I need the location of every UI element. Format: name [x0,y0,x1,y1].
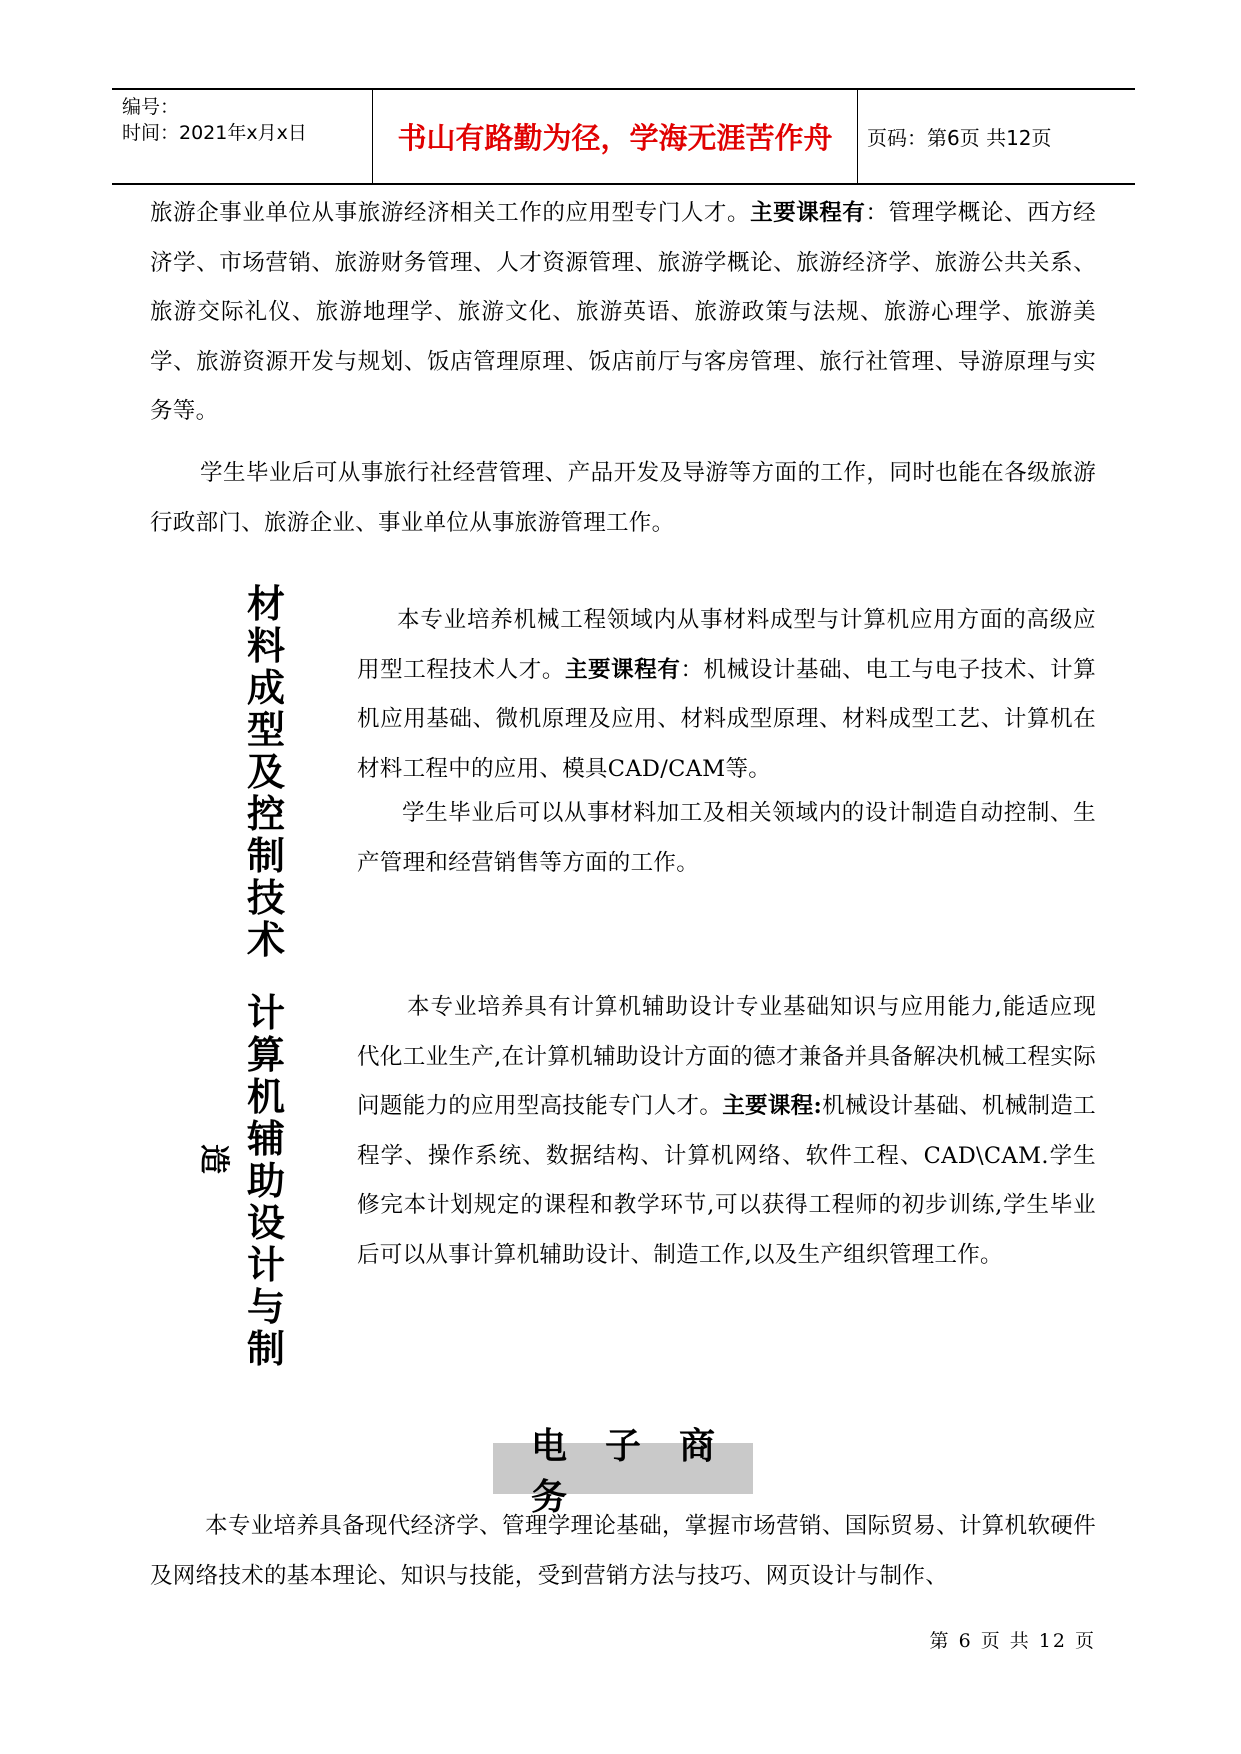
document-time-label: 时间：2021年x月x日 [122,122,307,144]
header-divider [372,90,373,183]
materials-courses-paragraph: 本专业培养机械工程领域内从事材料成型与计算机应用方面的高级应用型工程技术人才。主要课程有：机械设计基础、电工与电子技术、计算机应用基础、微机原理及应用、材料成型原理、材料成型工艺、计算机在材料工程中的应用、模具CAD/CAM等。 [357,607,1096,782]
courses-label: 主要课程有 [750,200,866,226]
ecommerce-heading: 电子商务 [493,1443,753,1494]
cad-paragraph: 本专业培养具有计算机辅助设计专业基础知识与应用能力,能适应现代化工业生产,在计算机辅助设计方面的德才兼备并具备解决机械工程实际问题能力的应用型高技能专门人才。主要课程:机械设计基础、机械制造工程学、操作系统、数据结构、计算机网络、软件工程、CAD\CAM.学生修完本计划规定的课程和教学环节,可以获得工程师的初步训练,学生毕业后可以从事计算机辅助设计、制造工作,以及生产组织管理工作。 [357,994,1096,1268]
header-page-number: 页码：第6页 共12页 [867,126,1052,150]
cad-major-title: 计算机辅助设计与制 [246,991,285,1371]
tourism-courses-paragraph: 旅游企事业单位从事旅游经济相关工作的应用型专门人才。主要课程有：管理学概论、西方经济学、市场营销、旅游财务管理、人才资源管理、旅游学概论、旅游经济学、旅游公共关系、旅游交际礼仪、旅游地理学、旅游文化、旅游英语、旅游政策与法规、旅游心理学、旅游美学、旅游资源开发与规划、饭店管理原理、饭店前厅与客房管理、旅行社管理、导游原理与实务等。 [150,200,1096,424]
ecommerce-paragraph: 本专业培养具备现代经济学、管理学理论基础，掌握市场营销、国际贸易、计算机软硬件及网络技术的基本理论、知识与技能，受到营销方法与技巧、网页设计与制作、 [150,1513,1096,1589]
document-number-label: 编号： [122,96,180,118]
header-divider [857,90,858,183]
courses-label: 主要课程有 [564,656,681,683]
header-meta [122,94,372,146]
tourism-career-paragraph: 学生毕业后可从事旅行社经营管理、产品开发及导游等方面的工作，同时也能在各级旅游行政部门、旅游企业、事业单位从事旅游管理工作。 [150,460,1096,536]
materials-career-paragraph: 学生毕业后可以从事材料加工及相关领域内的设计制造自动控制、生产管理和经营销售等方面的工作。 [357,800,1096,876]
courses-label: 主要课程: [722,1093,823,1119]
materials-major-title: 材料成型及控制技术 [246,582,285,962]
page-footer: 第 6 页 共 12 页 [929,1630,1096,1652]
document-header [112,88,1135,185]
cad-major-title-overflow: 造 [196,1144,231,1174]
header-motto: 书山有路勤为径，学海无涯苦作舟 [397,121,833,155]
